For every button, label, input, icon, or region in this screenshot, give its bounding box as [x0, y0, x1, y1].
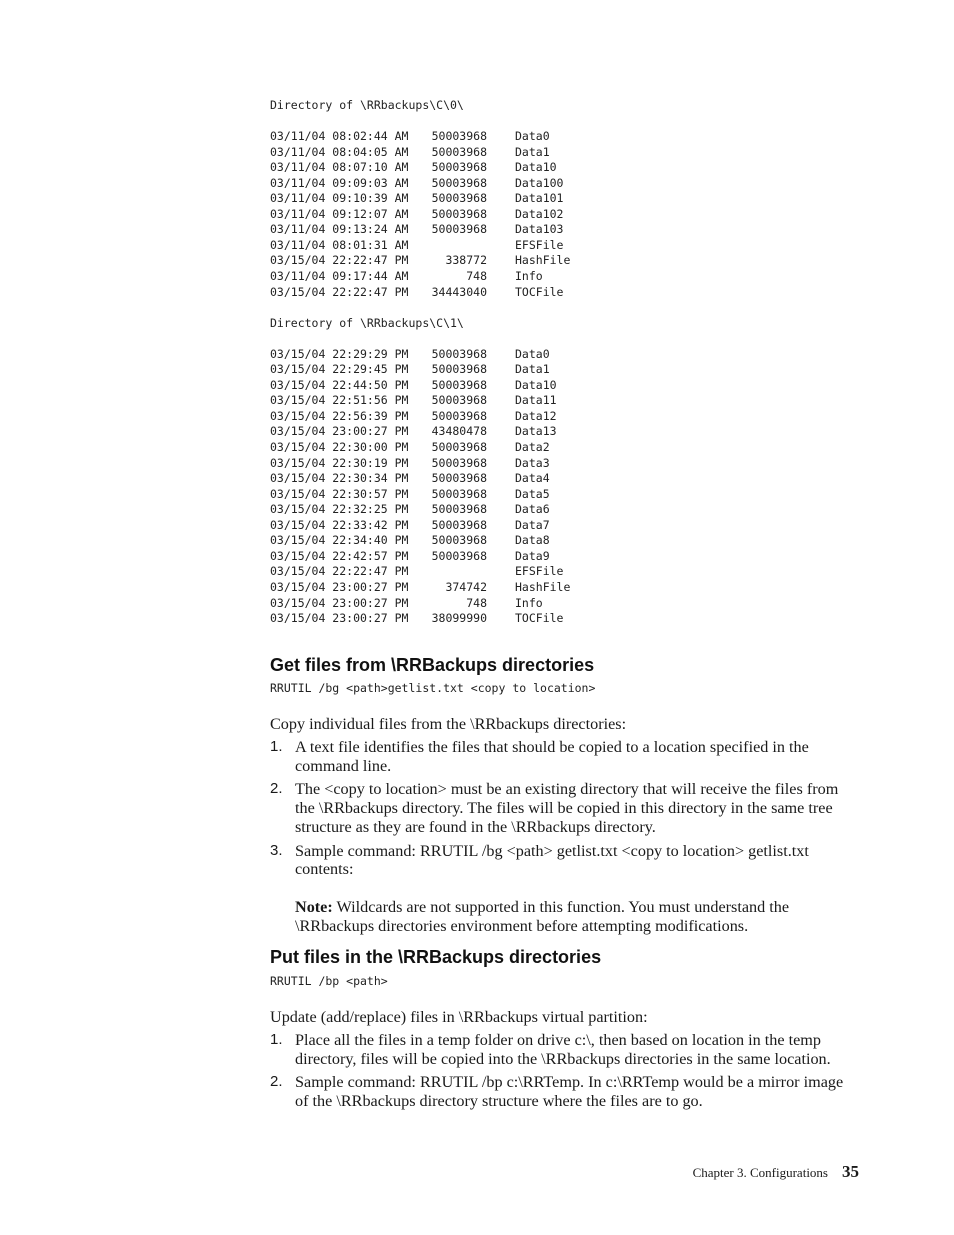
file-size: 50003968 — [431, 144, 487, 159]
file-size: 50003968 — [431, 548, 487, 563]
get-files-steps — [270, 738, 860, 941]
file-date: 03/15/04 22:22:47 PM — [270, 284, 409, 299]
file-name: EFSFile — [515, 564, 564, 579]
listing-row — [270, 424, 570, 440]
put-files-steps — [270, 1031, 860, 1116]
listing-row — [270, 580, 570, 596]
file-name: HashFile — [515, 579, 571, 594]
file-name: Data3 — [515, 455, 550, 470]
step-text: Sample command: RRUTIL /bp c:\RRTemp. In c:\RRTemp would be a mirror image of the \RRbackups directory structure where the files are to go. — [295, 1073, 844, 1111]
file-date: 03/15/04 22:32:25 PM — [270, 502, 409, 517]
file-name: TOCFile — [515, 284, 564, 299]
listing-row — [270, 207, 570, 223]
file-size: 34443040 — [431, 284, 487, 299]
file-date: 03/15/04 22:44:50 PM — [270, 377, 409, 392]
file-size: 338772 — [445, 253, 487, 268]
file-date: 03/15/04 22:30:57 PM — [270, 486, 409, 501]
file-date: 03/15/04 22:56:39 PM — [270, 408, 409, 423]
note-label: Note: — [295, 898, 333, 917]
file-date: 03/15/04 22:51:56 PM — [270, 393, 409, 408]
listing-rows-0 — [270, 129, 570, 300]
file-date: 03/11/04 08:02:44 AM — [270, 129, 409, 144]
file-name: Data1 — [515, 144, 550, 159]
file-name: Info — [515, 595, 543, 610]
list-item — [270, 780, 860, 837]
file-name: Data5 — [515, 486, 550, 501]
file-size: 748 — [466, 269, 487, 284]
step-text: A text file identifies the files that should be copied to a location specified in the command line. — [295, 738, 809, 775]
file-name: Data12 — [515, 408, 557, 423]
listing-row — [270, 285, 570, 301]
page-footer — [693, 1162, 859, 1182]
listing-row — [270, 564, 570, 580]
step-number: 2. — [270, 780, 283, 798]
list-item — [270, 1073, 860, 1111]
file-name: Data0 — [515, 346, 550, 361]
listing-row — [270, 393, 570, 409]
file-size: 50003968 — [431, 393, 487, 408]
section-title-get-files: Get files from \RRBackups directories — [270, 655, 595, 675]
file-name: Data1 — [515, 362, 550, 377]
command-get-files: RRUTIL /bg <path>getlist.txt <copy to location> — [270, 681, 596, 695]
file-size: 50003968 — [431, 471, 487, 486]
file-name: TOCFile — [515, 611, 564, 626]
file-size: 50003968 — [431, 222, 487, 237]
file-date: 03/11/04 08:01:31 AM — [270, 237, 409, 252]
listing-row — [270, 518, 570, 534]
listing-row — [270, 611, 570, 627]
get-files-intro: Copy individual files from the \RRbackups directories: — [270, 715, 627, 733]
listing-row — [270, 409, 570, 425]
file-size: 50003968 — [431, 362, 487, 377]
file-size: 38099990 — [431, 611, 487, 626]
file-name: Data8 — [515, 533, 550, 548]
put-files-intro: Update (add/replace) files in \RRbackups virtual partition: — [270, 1008, 648, 1026]
listing-row — [270, 362, 570, 378]
file-name: Data4 — [515, 471, 550, 486]
file-size: 50003968 — [431, 175, 487, 190]
step-text: Place all the files in a temp folder on drive c:\, then based on location in the temp directory, files will be copied into the \RRbackups directories in the same location. — [295, 1031, 831, 1068]
listing-row — [270, 440, 570, 456]
file-name: Data100 — [515, 175, 564, 190]
file-name: Data13 — [515, 424, 557, 439]
list-item — [270, 738, 860, 776]
listing-row — [270, 471, 570, 487]
file-name: Data10 — [515, 160, 557, 175]
file-date: 03/15/04 23:00:27 PM — [270, 579, 409, 594]
listing-row — [270, 549, 570, 565]
file-name: Data0 — [515, 129, 550, 144]
listing-row — [270, 129, 570, 145]
file-name: Data101 — [515, 191, 564, 206]
file-size: 50003968 — [431, 377, 487, 392]
file-size: 50003968 — [431, 502, 487, 517]
list-item — [270, 842, 860, 937]
file-size: 50003968 — [431, 533, 487, 548]
file-date: 03/15/04 22:22:47 PM — [270, 253, 409, 268]
file-date: 03/11/04 09:09:03 AM — [270, 175, 409, 190]
file-size: 50003968 — [431, 346, 487, 361]
listing-row — [270, 253, 570, 269]
file-size: 50003968 — [431, 408, 487, 423]
file-date: 03/15/04 22:30:34 PM — [270, 471, 409, 486]
file-size: 50003968 — [431, 191, 487, 206]
listing-row — [270, 378, 570, 394]
file-date: 03/11/04 09:12:07 AM — [270, 206, 409, 221]
file-size: 50003968 — [431, 517, 487, 532]
step-number: 2. — [270, 1073, 283, 1091]
file-date: 03/11/04 09:10:39 AM — [270, 191, 409, 206]
listing-heading: Directory of \RRbackups\C\0\ — [270, 98, 464, 112]
file-date: 03/15/04 22:42:57 PM — [270, 548, 409, 563]
file-size: 50003968 — [431, 486, 487, 501]
file-date: 03/15/04 22:22:47 PM — [270, 564, 409, 579]
listing-row — [270, 347, 570, 363]
file-size: 50003968 — [431, 129, 487, 144]
listing-row — [270, 176, 570, 192]
listing-row — [270, 145, 570, 161]
file-name: Data2 — [515, 440, 550, 455]
step-text: Sample command: RRUTIL /bg <path> getlist.txt <copy to location> getlist.txt contents: — [295, 841, 809, 879]
note — [295, 898, 860, 936]
file-date: 03/15/04 23:00:27 PM — [270, 595, 409, 610]
listing-row — [270, 191, 570, 207]
section-title-put-files: Put files in the \RRBackups directories — [270, 947, 602, 967]
directory-listing — [270, 98, 570, 627]
file-name: Data9 — [515, 548, 550, 563]
file-date: 03/15/04 23:00:27 PM — [270, 611, 409, 626]
file-date: 03/11/04 09:17:44 AM — [270, 269, 409, 284]
list-item — [270, 1031, 860, 1069]
file-date: 03/11/04 08:04:05 AM — [270, 144, 409, 159]
listing-rows-1 — [270, 347, 570, 627]
file-size: 43480478 — [431, 424, 487, 439]
file-date: 03/11/04 09:13:24 AM — [270, 222, 409, 237]
listing-row — [270, 533, 570, 549]
page-number: 35 — [842, 1162, 859, 1181]
file-name: Data11 — [515, 393, 557, 408]
command-put-files: RRUTIL /bp <path> — [270, 974, 388, 988]
step-number: 1. — [270, 1031, 283, 1048]
listing-heading: Directory of \RRbackups\C\1\ — [270, 315, 464, 330]
file-date: 03/15/04 22:30:19 PM — [270, 455, 409, 470]
file-date: 03/15/04 22:30:00 PM — [270, 440, 409, 455]
step-text: The <copy to location> must be an existing directory that will receive the files from the \RRbackups directory. The files will be copied in this directory in the same tree structure as they are found in the \RRbackups directory. — [295, 780, 839, 837]
file-name: Data6 — [515, 502, 550, 517]
file-date: 03/11/04 08:07:10 AM — [270, 160, 409, 175]
file-size: 50003968 — [431, 455, 487, 470]
file-name: HashFile — [515, 253, 571, 268]
file-name: Data10 — [515, 377, 557, 392]
file-size: 748 — [466, 595, 487, 610]
file-date: 03/15/04 22:34:40 PM — [270, 533, 409, 548]
listing-row — [270, 238, 570, 254]
note-text: Wildcards are not supported in this function. You must understand the \RRbackups directories environment before attempting modifications. — [295, 898, 790, 936]
listing-row — [270, 456, 570, 472]
file-name: Info — [515, 269, 543, 284]
listing-row — [270, 269, 570, 285]
file-size: 50003968 — [431, 160, 487, 175]
file-size: 374742 — [445, 579, 487, 594]
listing-row — [270, 222, 570, 238]
footer-chapter: Chapter 3. Configurations — [692, 1165, 828, 1180]
file-size: 50003968 — [431, 440, 487, 455]
file-name: Data103 — [515, 222, 564, 237]
listing-row — [270, 160, 570, 176]
file-date: 03/15/04 22:33:42 PM — [270, 517, 409, 532]
file-name: Data7 — [515, 517, 550, 532]
listing-row — [270, 487, 570, 503]
file-date: 03/15/04 23:00:27 PM — [270, 424, 409, 439]
file-date: 03/15/04 22:29:45 PM — [270, 362, 409, 377]
file-name: Data102 — [515, 206, 564, 221]
file-size: 50003968 — [431, 206, 487, 221]
file-date: 03/15/04 22:29:29 PM — [270, 346, 409, 361]
listing-row — [270, 502, 570, 518]
step-number: 3. — [270, 841, 283, 859]
file-name: EFSFile — [515, 237, 564, 252]
step-number: 1. — [270, 738, 283, 755]
listing-row — [270, 596, 570, 612]
